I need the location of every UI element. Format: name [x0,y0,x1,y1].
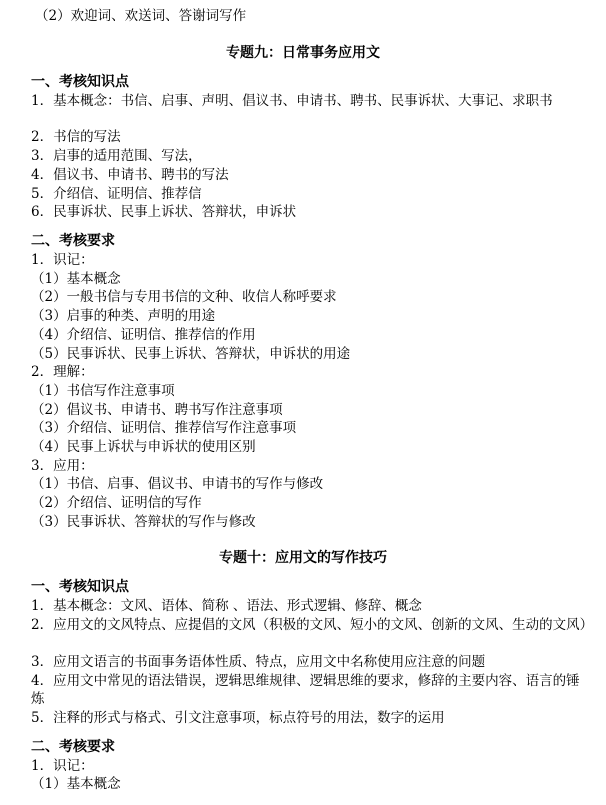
section9-req-line: （3）介绍信、证明信、推荐信写作注意事项 [31,420,297,436]
section9-req-line: （2）倡议书、申请书、聘书写作注意事项 [31,402,283,418]
section9-req-line: （1）书信写作注意事项 [31,383,175,399]
section10-req-line: 1．识记： [31,758,94,774]
section9-kp-item: 2．书信的写法 [31,129,121,145]
section9-kp-heading: 一、考核知识点 [31,74,129,90]
section9-req-line: 2．理解： [31,364,94,380]
section9-kp-item: 3．启事的适用范围、写法， [31,148,202,164]
section10-kp-item: 1．基本概念：文风、语体、简称 、语法、形式逻辑、修辞、概念 [31,598,422,614]
section10-req-heading: 二、考核要求 [31,739,115,755]
section9-kp-item: 1．基本概念：书信、启事、声明、倡议书、申请书、聘书、民事诉状、大事记、求职书 [31,93,553,109]
section10-kp-item: 5．注释的形式与格式、引文注意事项，标点符号的用法，数字的运用 [31,710,445,726]
section9-req-line: （1）书信、启事、倡议书、申请书的写作与修改 [31,476,324,492]
section9-req-line: 1．识记： [31,252,94,268]
section9-req-line: （3）民事诉状、答辩状的写作与修改 [31,514,256,530]
section9-req-line: （3）启事的种类、声明的用途 [31,308,216,324]
section9-req-heading: 二、考核要求 [31,233,115,249]
section10-kp-heading: 一、考核知识点 [31,579,129,595]
section9-req-line: （4）民事上诉状与申诉状的使用区别 [31,439,256,455]
section9-kp-item: 4．倡议书、申请书、聘书的写法 [31,167,229,183]
section10-kp-item: 4．应用文中常见的语法错误，逻辑思维规律、逻辑思维的要求，修辞的主要内容、语言的锤炼 [31,673,580,707]
section10-req-line: （1）基本概念 [31,776,121,792]
section9-req-line: （2）一般书信与专用书信的文种、收信人称呼要求 [31,289,337,305]
section9-kp-item: 5．介绍信、证明信、推荐信 [31,186,202,202]
section10-kp-item: 3．应用文语言的书面事务语体性质、特点，应用文中名称使用应注意的问题 [31,654,486,670]
section9-req-line: （5）民事诉状、民事上诉状、答辩状，申诉状的用途 [31,346,351,362]
section9-kp-item: 6．民事诉状、民事上诉状、答辩状，申诉状 [31,204,297,220]
section9-req-line: （4）介绍信、证明信、推荐信的作用 [31,327,256,343]
section10-title: 专题十：应用文的写作技巧 [219,550,387,566]
section9-req-line: （1）基本概念 [31,271,121,287]
section10-kp-item: 2．应用文的文风特点、应提倡的文风（积极的文风、短小的文风、创新的文风、生动的文风） [31,617,594,633]
section9-req-line: （2）介绍信、证明信的写作 [31,495,202,511]
section9-title: 专题九：日常事务应用文 [226,45,380,61]
top-item: （2）欢迎词、欢送词、答谢词写作 [35,8,247,24]
section9-req-line: 3．应用： [31,458,94,474]
